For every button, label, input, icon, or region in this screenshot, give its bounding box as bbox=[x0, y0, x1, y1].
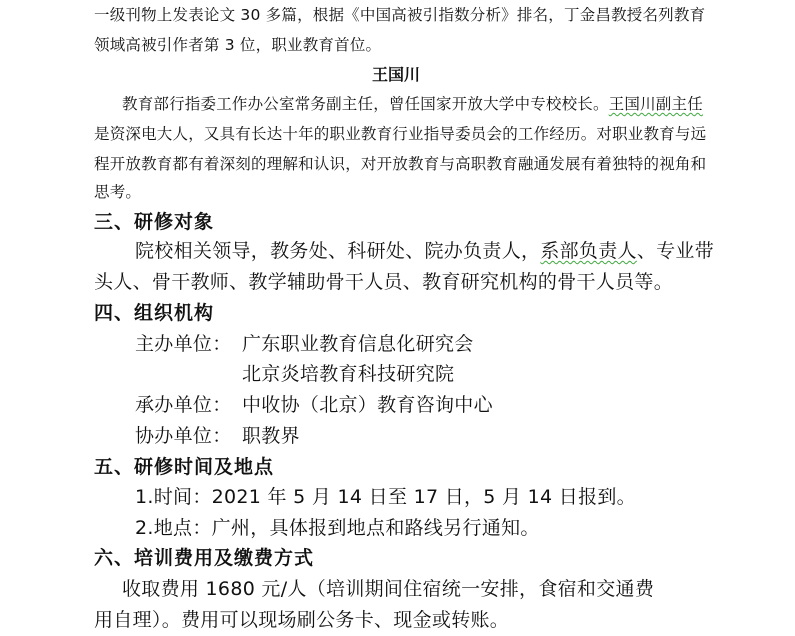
section-5-heading: 五、研修时间及地点 bbox=[94, 456, 275, 478]
section-4-heading: 四、组织机构 bbox=[94, 302, 215, 324]
section-3-line-1-text: 院校相关领导，教务处、科研处、院办负责人， bbox=[135, 240, 541, 262]
organizer-org: 中收协（北京）教育咨询中心 bbox=[242, 394, 493, 416]
section-3-flagged-text: 系部负责人 bbox=[540, 240, 637, 262]
host-org-1: 广东职业教育信息化研究会 bbox=[242, 333, 474, 355]
training-time: 1.时间：2021 年 5 月 14 日至 17 日，5 月 14 日报到。 bbox=[135, 486, 636, 508]
host-org-2: 北京炎培教育科技研究院 bbox=[242, 363, 455, 385]
profile-line-3: 程开放教育都有着深刻的理解和认识，对开放教育与高职教育融通发展有着独特的视角和 bbox=[94, 155, 707, 173]
fee-line-2: 用自理）。费用可以现场刷公务卡、现金或转账。 bbox=[94, 609, 510, 631]
section-6-heading: 六、培训费用及缴费方式 bbox=[94, 547, 315, 569]
profile-line-1-flagged-text: 王国川副主任 bbox=[608, 95, 703, 113]
organizer-label: 承办单位： bbox=[135, 394, 232, 416]
section-3-line-1 bbox=[135, 242, 714, 261]
profile-name: 王国川 bbox=[372, 65, 421, 84]
section-3-line-2: 头人、骨干教师、教学辅助骨干人员、教育研究机构的骨干人员等。 bbox=[94, 271, 674, 293]
fee-line-1: 收取费用 1680 元/人（培训期间住宿统一安排，食宿和交通费 bbox=[122, 578, 655, 600]
section-3-heading: 三、研修对象 bbox=[94, 211, 215, 233]
co-organizer-org: 职教界 bbox=[242, 425, 300, 447]
section-3-line-1-tail: 、专业带 bbox=[636, 240, 715, 262]
host-label: 主办单位： bbox=[135, 333, 232, 355]
profile-line-1-text: 教育部行指委工作办公室常务副主任，曾任国家开放大学中专校校长。 bbox=[122, 95, 609, 113]
profile-line-4: 思考。 bbox=[94, 183, 142, 201]
profile-line-1 bbox=[122, 97, 703, 113]
training-place: 2.地点：广州，具体报到地点和路线另行通知。 bbox=[135, 517, 540, 539]
intro-line-1: 一级刊物上发表论文 30 多篇，根据《中国高被引指数分析》排名，丁金昌教授名列教育 bbox=[94, 6, 706, 24]
profile-line-2: 是资深电大人，又具有长达十年的职业教育行业指导委员会的工作经历。对职业教育与远 bbox=[94, 125, 707, 143]
co-organizer-label: 协办单位： bbox=[135, 425, 232, 447]
intro-line-2: 领域高被引作者第 3 位，职业教育首位。 bbox=[94, 36, 382, 54]
